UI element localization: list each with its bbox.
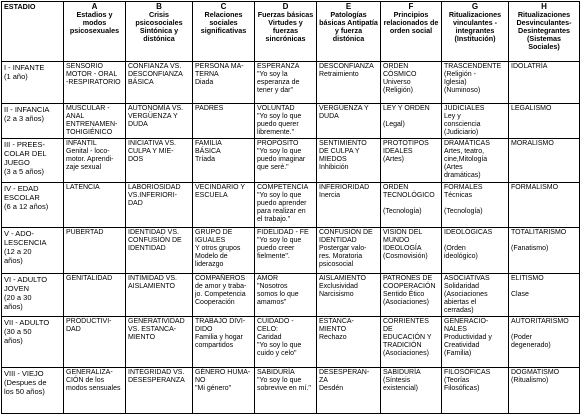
header-letter: G	[471, 2, 479, 11]
cell-f: VISIÓN DEL MUNDO IDEOLOGÍA (Cosmovisión)	[381, 228, 442, 274]
stage-cell: III - PREES- COLAR DEL JUEGO (3 a 5 años)	[2, 139, 64, 183]
cell-h: MORALISMO	[509, 139, 580, 183]
cell-f: PATRONES DE COOPERACIÓN Sentido Ético (Asociaciones)	[381, 274, 442, 317]
cell-b: AUTONOMÍA VS. VERGÜENZA Y DUDA	[126, 104, 193, 139]
header-title: Principios relacionados de orden social	[383, 10, 439, 35]
cell-g: GENERACIO- NALES Productividad y Creatividad (Familia)	[442, 317, 509, 368]
header-letter: C	[220, 2, 227, 11]
stage-cell: VI - ADULTO JOVEN (20 a 30 años)	[2, 274, 64, 317]
cell-d: AMOR "Nosotros somos lo que amamos"	[255, 274, 317, 317]
cell-b: IDENTIDAD VS. CONFUSIÓN DE IDENTIDAD	[126, 228, 193, 274]
header-letter: F	[408, 2, 414, 11]
cell-c: PADRES	[193, 104, 255, 139]
table-row	[2, 104, 580, 139]
cell-c: TRABAJO DIVI- DIDO Familia y hogar compartidos	[193, 317, 255, 368]
cell-d: VOLUNTAD "Yo soy lo que puedo querer libremente."	[255, 104, 317, 139]
header-g	[442, 2, 509, 62]
cell-b: INICIATIVA VS. CULPA Y MIE- DOS	[126, 139, 193, 183]
cell-c: VECINDARIO Y ESCUELA	[193, 183, 255, 228]
cell-f: CORRIENTES DE EDUCACIÓN Y TRADICIÓN (Asociaciones)	[381, 317, 442, 368]
cell-f: ORDEN TECNOLÓGICO (Tecnología)	[381, 183, 442, 228]
stage-cell: II - INFANCIA (2 a 3 años)	[2, 104, 64, 139]
erikson-stages-table	[1, 1, 580, 414]
cell-d: COMPETENCIA "Yo soy lo que puedo aprender para realizar en el trabajo."	[255, 183, 317, 228]
stage-cell: V - ADO- LESCENCIA (12 a 20 años)	[2, 228, 64, 274]
cell-a: GENERALIZA- CIÓN de los modos sensuales	[64, 368, 126, 414]
header-row	[2, 2, 580, 62]
header-letter: B	[156, 2, 162, 11]
header-title: Fuerzas básicas Virtudes y fuerzas sincrónicas	[257, 10, 314, 43]
header-title: Estadios y modos psicosexuales	[69, 10, 120, 35]
header-letter: D	[282, 2, 289, 11]
header-h	[509, 2, 580, 62]
cell-g: JUDICIALES Ley y consciencia (Judiciario)	[442, 104, 509, 139]
header-letter: E	[345, 2, 352, 11]
cell-f: ORDEN CÓSMICO Universo (Religión)	[381, 62, 442, 104]
header-a	[64, 2, 126, 62]
table-row	[2, 183, 580, 228]
table-row	[2, 274, 580, 317]
cell-e: VERGÜENZA Y DUDA	[317, 104, 381, 139]
cell-a: GENITALIDAD	[64, 274, 126, 317]
header-d	[255, 2, 317, 62]
table-row	[2, 368, 580, 414]
table-row	[2, 317, 580, 368]
cell-b: INTIMIDAD VS. AISLAMIENTO	[126, 274, 193, 317]
cell-d: FIDELIDAD - FE "Yo soy lo que puedo creer fielmente".	[255, 228, 317, 274]
cell-a: INFANTIL Genital - loco- motor. Aprendi- zaje sexual	[64, 139, 126, 183]
cell-e: SENTIMIENTO DE CULPA Y MIEDOS Inhibición	[317, 139, 381, 183]
header-title: ESTADIO	[4, 2, 36, 11]
table-row	[2, 62, 580, 104]
cell-b: INTEGRIDAD VS. DESESPERANZA	[126, 368, 193, 414]
header-stage	[2, 2, 64, 62]
cell-b: LABORIOSIDAD VS.INFERIORI- DAD	[126, 183, 193, 228]
stage-cell: IV - EDAD ESCOLAR (6 a 12 años)	[2, 183, 64, 228]
cell-e: INFERIORIDAD Inercia	[317, 183, 381, 228]
cell-f: LEY Y ORDEN (Legal)	[381, 104, 442, 139]
cell-h: DOGMATISMO (Ritualismo)	[509, 368, 580, 414]
cell-a: SENSORIO MOTOR - ORAL -RESPIRATORIO	[64, 62, 126, 104]
header-b	[126, 2, 193, 62]
header-f	[381, 2, 442, 62]
cell-e: ESTANCA- MIENTO Rechazo	[317, 317, 381, 368]
cell-a: LATENCIA	[64, 183, 126, 228]
cell-g: FILOSÓFICAS (Teorías Filosóficas)	[442, 368, 509, 414]
cell-g: DRAMÁTICAS Artes, teatro, cine,Mitología (Artes dramáticas)	[442, 139, 509, 183]
cell-d: SABIDURÍA "Yo soy lo que sobrevive en mí."	[255, 368, 317, 414]
erikson-stages-table-wrapper	[1, 1, 579, 412]
cell-g: FORMALES Técnicas (Tecnología)	[442, 183, 509, 228]
cell-e: DESESPERAN- ZA Desdén	[317, 368, 381, 414]
cell-h: TOTALITARISMO (Fanatismo)	[509, 228, 580, 274]
header-letter: A	[91, 2, 98, 11]
table-row	[2, 228, 580, 274]
table-row	[2, 139, 580, 183]
cell-f: PROTOTIPOS IDEALES (Artes)	[381, 139, 442, 183]
header-title: Relaciones sociales significativas	[200, 10, 247, 35]
stage-cell: I - INFANTE (1 año)	[2, 62, 64, 104]
cell-c: FAMILIA BÁSICA Tríada	[193, 139, 255, 183]
header-title: Patologías básicas Antipatía y fuerza distónica	[319, 10, 378, 43]
cell-e: CONFUSIÓN DE IDENTIDAD Postergar valo- res. Moratoria psicosocial	[317, 228, 381, 274]
cell-d: CUIDADO - CELO: Caridad "Yo soy lo que cuido y celo"	[255, 317, 317, 368]
header-e	[317, 2, 381, 62]
cell-a: PRODUCTIVI- DAD	[64, 317, 126, 368]
stage-cell: VII - ADULTO (30 a 50 años)	[2, 317, 64, 368]
cell-h: ELITISMO Clase	[509, 274, 580, 317]
cell-a: MUSCULAR - ANAL ENTRENAMEN- TOHIGIÉNICO	[64, 104, 126, 139]
cell-a: PUBERTAD	[64, 228, 126, 274]
header-title: Ritualizaciones vinculantes - integrantes (Institución)	[448, 10, 502, 43]
cell-h: AUTORITARISMO (Poder degenerado)	[509, 317, 580, 368]
cell-c: GRUPO DE IGUALES Y otros grupos Modelo de liderazgo	[193, 228, 255, 274]
cell-c: GÉNERO HUMA- NO "Mi género"	[193, 368, 255, 414]
cell-h: FORMALISMO	[509, 183, 580, 228]
stage-cell: VIII - VIEJO (Despues de los 50 años)	[2, 368, 64, 414]
cell-d: PROPÓSITO "Yo soy lo que puedo imaginar que seré."	[255, 139, 317, 183]
cell-e: DESCONFIANZA Retraimiento	[317, 62, 381, 104]
header-letter: H	[541, 2, 547, 11]
cell-c: COMPAÑEROS de amor y traba- jo. Competencia Cooperación	[193, 274, 255, 317]
cell-g: IDEOLÓGICAS (Orden ideológico)	[442, 228, 509, 274]
cell-e: AISLAMIENTO Exclusividad Narcisismo	[317, 274, 381, 317]
header-title: Crisis psicosociales Sintónica y distónica	[135, 10, 183, 43]
cell-f: SABIDURÍA (Síntesis existencial)	[381, 368, 442, 414]
cell-g: TRASCENDENTE (Religión - Iglesia) (Numinoso)	[442, 62, 509, 104]
cell-h: IDOLATRÍA	[509, 62, 580, 104]
header-title: Ritualizaciones Desvinculantes-Desintegrantes (Sistemas Sociales)	[516, 10, 572, 51]
cell-b: GENERATIVIDAD VS. ESTANCA- MIENTO	[126, 317, 193, 368]
cell-g: ASOCIATIVAS Solidaridad (Asociaciones abiertas el cerradas)	[442, 274, 509, 317]
cell-h: LEGALISMO	[509, 104, 580, 139]
cell-b: CONFIANZA VS. DESCONFIANZA BÁSICA	[126, 62, 193, 104]
cell-d: ESPERANZA "Yo soy la esperanza de tener y dar"	[255, 62, 317, 104]
cell-c: PERSONA MA- TERNA Diada	[193, 62, 255, 104]
header-c	[193, 2, 255, 62]
